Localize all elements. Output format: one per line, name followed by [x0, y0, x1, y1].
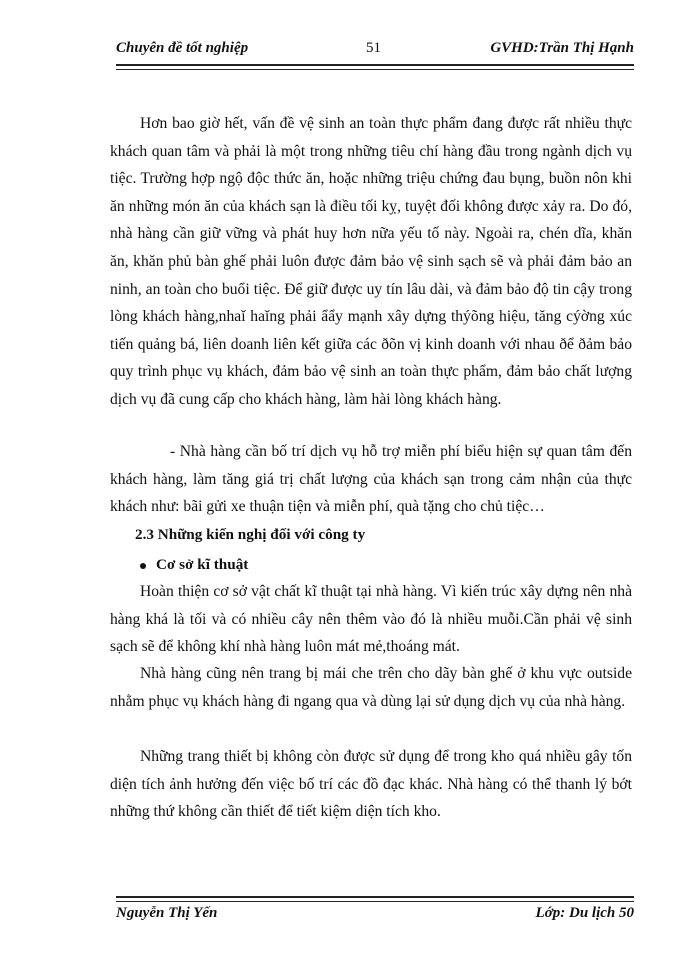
section-heading: 2.3 Những kiến nghị đối với công ty	[135, 526, 366, 543]
paragraph-2-block	[110, 438, 632, 521]
bullet-dot-icon	[140, 563, 146, 569]
bullet-heading-text: Cơ sở kĩ thuật	[156, 556, 249, 573]
header-title: Chuyên đề tốt nghiệp	[116, 40, 249, 56]
page-number: 51	[366, 40, 381, 56]
paragraph-1-block	[110, 110, 632, 414]
paragraph-5-block	[110, 743, 632, 826]
footer-rule	[116, 896, 634, 902]
footer-author: Nguyễn Thị Yến	[116, 905, 218, 921]
footer-class: Lớp: Du lịch 50	[535, 905, 634, 921]
paragraph-3-block	[110, 578, 632, 661]
paragraph-5: Những trang thiết bị không còn được sử dụng để trong kho quá nhiều gây tốn diện tích ảnh hưởng đến việc bố trí các đồ đạc khác. Nhà hàng có thể thanh lý bớt những thứ không cần thiết để tiết kiệm diện tích kho.	[110, 748, 632, 821]
header-rule	[116, 64, 634, 70]
paragraph-4: Nhà hàng cũng nên trang bị mái che trên cho dãy bàn ghế ở khu vực outside nhằm phục vụ khách hàng đi ngang qua và dùng lại sử dụng dịch vụ của nhà hàng.	[110, 665, 632, 710]
header-advisor: GVHD:Trần Thị Hạnh	[490, 40, 634, 56]
paragraph-2: - Nhà hàng cần bố trí dịch vụ hỗ trợ miễn phí biểu hiện sự quan tâm đến khách hàng, làm tăng giá trị chất lượng của khách sạn trong cảm nhận của thực khách như: bãi gửi xe thuận tiện và miễn phí, quà tặng cho chủ tiệc…	[110, 443, 632, 516]
paragraph-4-block	[110, 660, 632, 715]
bullet-heading	[140, 556, 248, 574]
paragraph-1: Hơn bao giờ hết, vấn đề vệ sinh an toàn thực phẩm đang được rất nhiều thực khách quan tâm và phải là một trong những tiêu chí hàng đầu trong ngành dịch vụ tiệc. Trường hợp ngộ độc thức ăn, hoặc những triệu chứng đau bụng, buồn nôn khi ăn những món ăn của khách sạn là điều tối kỵ, tuyệt đối không được xảy ra. Do đó, nhà hàng cần giữ vững và phát huy hơn nữa yếu tố này. Ngoài ra, chén dĩa, khăn ăn, khăn phủ bàn ghế phải luôn được đảm bảo vệ sinh sạch sẽ và phải đảm bảo an ninh, an toàn cho buổi tiệc. Để giữ được uy tín lâu dài, và đảm bảo độ tin cậy trong lòng khách hàng,nhaǐ haǐng phải ẩẩy mạnh xây dựng thýõng hiệu, tăng cýờng xúc tiến quảng bá, liên doanh liên kết giữa các ðõn vị kinh doanh với nhau ðể ðảm bảo quy trình phục vụ khách, đảm bảo vệ sinh an toàn thực phẩm, đảm bảo chất lượng dịch vụ đã cung cấp cho khách hàng, làm hài lòng khách hàng.	[110, 115, 632, 408]
paragraph-3: Hoàn thiện cơ sở vật chất kĩ thuật tại nhà hàng. Vì kiến trúc xây dựng nên nhà hàng khá là tối và có nhiều cây nên thêm vào đó là nhiều muỗi.Cần phải vệ sinh sạch sẽ để không khí nhà hàng luôn mát mẻ,thoáng mát.	[110, 583, 632, 656]
page-header	[116, 40, 634, 62]
